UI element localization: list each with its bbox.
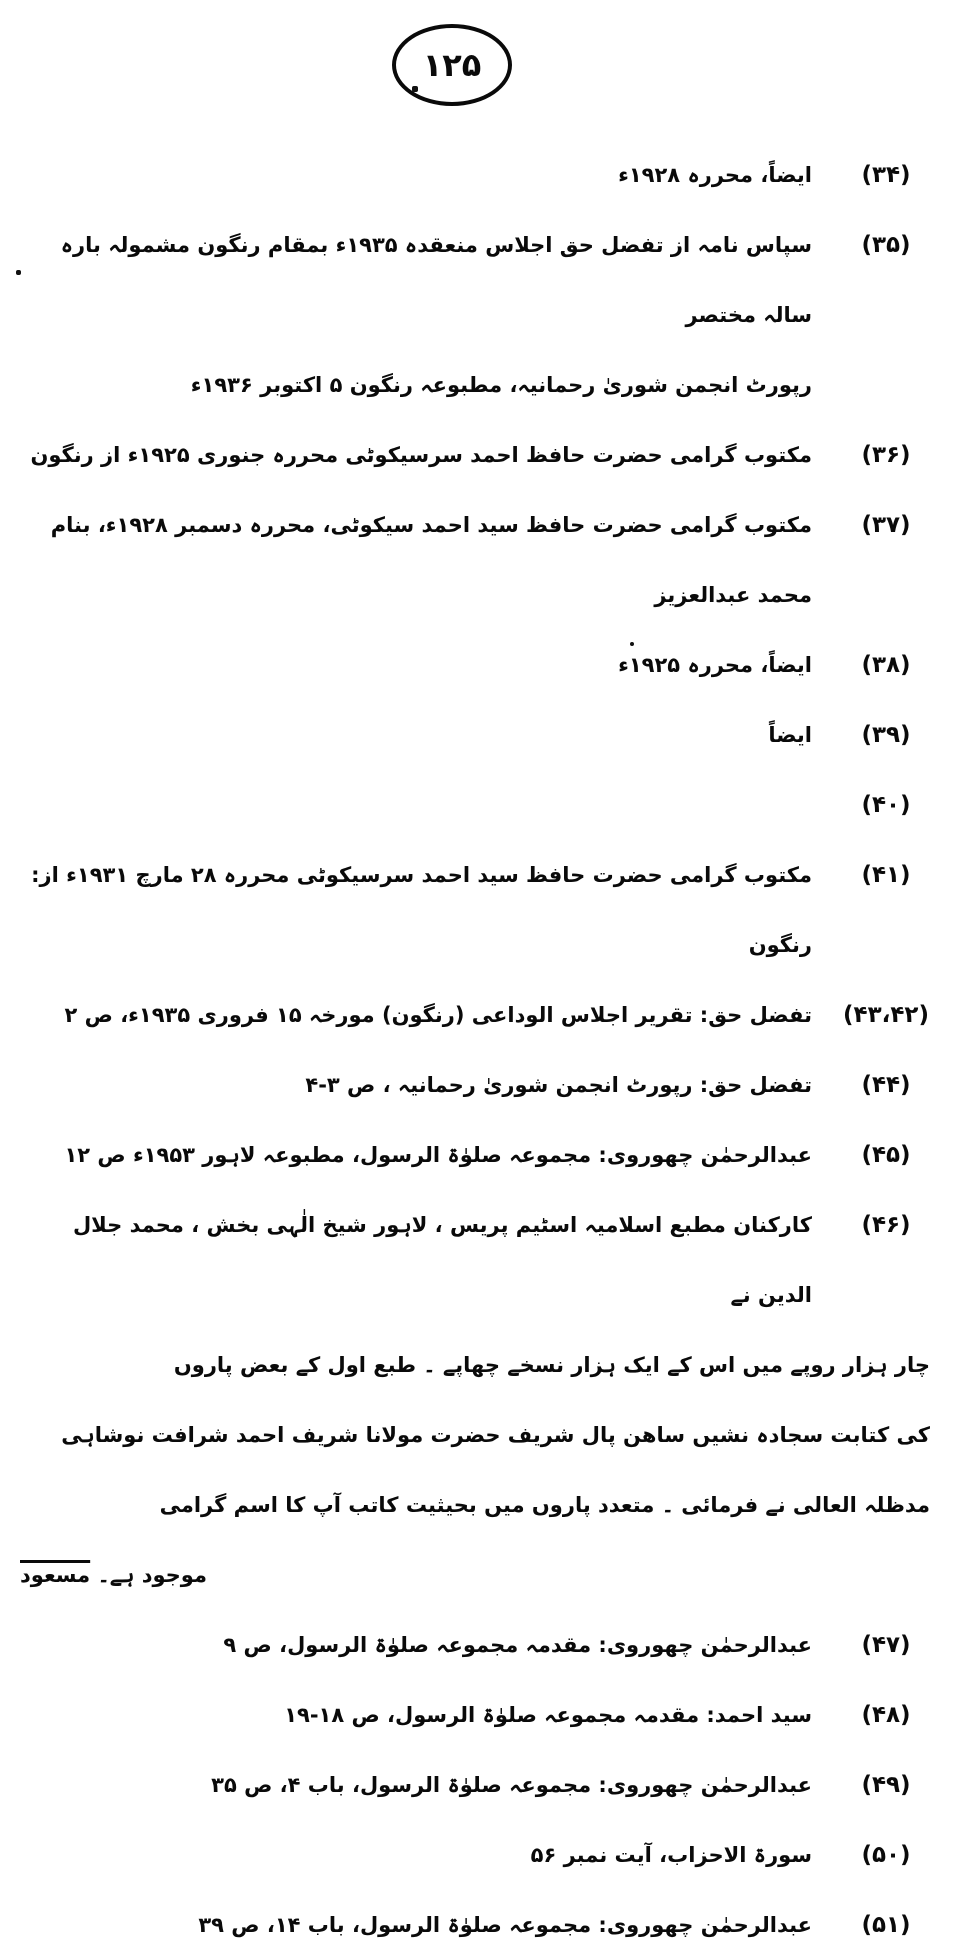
page-number: ۱۲۵ xyxy=(422,46,482,84)
reference-entry-41 xyxy=(20,840,930,980)
references-list xyxy=(20,140,930,1960)
reference-entry-44 xyxy=(20,1050,930,1120)
entry-first-row xyxy=(20,1190,930,1330)
entry-number: (۳۹) xyxy=(861,722,911,748)
entry-text: کارکنان مطبع اسلامیہ اسٹیم پریس ، لاہور شیخ الٰہی بخش ، محمد جلال الدین نے xyxy=(72,1213,812,1307)
entry-number: (۴۱) xyxy=(861,862,911,888)
entry-text: مدظلہ العالی نے فرمائی ۔ متعدد پاروں میں بحیثیت کاتب آپ کا اسم گرامی xyxy=(159,1493,930,1517)
entry-text: عبدالرحمٰن چھوروی: مجموعہ صلوٰۃ الرسول، باب ۱۴، ص ۳۹ xyxy=(198,1913,812,1937)
entry-number: (۵۱) xyxy=(861,1912,911,1938)
entry-text: مکتوب گرامی حضرت حافظ سید احمد سیکوٹی، محررہ دسمبر ۱۹۲۸ء، بنام محمد عبدالعزیز xyxy=(50,513,812,607)
entry-text: سپاس نامہ از تفضل حق اجلاس منعقدہ ۱۹۳۵ء بمقام رنگون مشمولہ بارہ سالہ مختصر xyxy=(60,233,812,327)
entry-text: موجود ہے۔ xyxy=(97,1563,207,1587)
entry-number: (۳۵) xyxy=(861,232,911,258)
entry-text: مکتوب گرامی حضرت حافظ سید احمد سرسیکوٹی محررہ ۲۸ مارچ ۱۹۳۱ء از: رنگون xyxy=(31,863,812,957)
entry-text: مکتوب گرامی حضرت حافظ احمد سرسیکوٹی محررہ جنوری ۱۹۲۵ء از رنگون xyxy=(30,443,812,467)
entry-text-last-line xyxy=(20,1540,930,1610)
entry-text: عبدالرحمٰن چھوروی: مجموعہ صلوٰۃ الرسول، مطبوعہ لاہور ۱۹۵۳ء ص ۱۲ xyxy=(64,1143,812,1167)
entry-text: رپورٹ انجمن شوریٰ رحمانیہ، مطبوعہ رنگون ۵ اکتوبر ۱۹۳۶ء xyxy=(190,373,812,397)
entry-number: (۴۴) xyxy=(861,1072,911,1098)
overlined-word: مسعود xyxy=(20,1563,91,1587)
entry-text: چار ہزار روپے میں اس کے ایک ہزار نسخے چھاپے ۔ طبع اول کے بعض پاروں xyxy=(173,1353,930,1377)
reference-entry-47 xyxy=(20,1610,930,1680)
reference-entry-49 xyxy=(20,1750,930,1820)
entry-text: کی کتابت سجادہ نشیں ساھن پال شریف حضرت مولانا شریف احمد شرافت نوشاہی xyxy=(61,1423,930,1447)
scan-artifact-dot xyxy=(412,86,418,92)
entry-number: (۳۸) xyxy=(861,652,911,678)
reference-entry-46 xyxy=(20,1190,930,1610)
entry-text: ایضاً، محررہ ۱۹۲۵ء xyxy=(618,653,812,677)
entry-text: سورۃ الاحزاب، آیت نمبر ۵۶ xyxy=(530,1843,812,1867)
entry-number: (۴۶) xyxy=(861,1212,911,1238)
entry-text: عبدالرحمٰن چھوروی: مجموعہ صلوٰۃ الرسول، باب ۴، ص ۳۵ xyxy=(211,1773,812,1797)
reference-entry-38 xyxy=(20,630,930,700)
entry-number: (۴۳،۴۲) xyxy=(843,1002,929,1028)
entry-number: (۴۷) xyxy=(861,1632,911,1658)
entry-number: (۴۵) xyxy=(861,1142,911,1168)
entry-number: (۴۸) xyxy=(861,1702,911,1728)
reference-entry-37 xyxy=(20,490,930,630)
scan-artifact-dot xyxy=(630,642,634,646)
entry-number: (۳۶) xyxy=(861,442,911,468)
reference-entry-40 xyxy=(20,770,930,840)
reference-entry-35 xyxy=(20,210,930,420)
entry-text: ایضاً xyxy=(768,723,812,747)
reference-entry-42-43 xyxy=(20,980,930,1050)
entry-number: (۴۰) xyxy=(861,792,911,818)
entry-number: (۵۰) xyxy=(861,1842,911,1868)
reference-entry-50 xyxy=(20,1820,930,1890)
reference-entry-36 xyxy=(20,420,930,490)
entry-text: ایضاً، محررہ ۱۹۲۸ء xyxy=(618,163,812,187)
entry-number: (۴۹) xyxy=(861,1772,911,1798)
entry-number: (۳۴) xyxy=(861,162,911,188)
entry-number: (۳۷) xyxy=(861,512,911,538)
reference-entry-45 xyxy=(20,1120,930,1190)
page-number-badge xyxy=(392,24,512,106)
entry-text: سید احمد: مقدمہ مجموعہ صلوٰۃ الرسول، ص ۱۸-۱۹ xyxy=(284,1703,812,1727)
entry-text: تفضل حق: رپورٹ انجمن شوریٰ رحمانیہ ، ص ۳-۴ xyxy=(305,1073,812,1097)
scan-artifact-dot xyxy=(16,270,21,275)
reference-entry-39 xyxy=(20,700,930,770)
reference-entry-51 xyxy=(20,1890,930,1960)
entry-text: عبدالرحمٰن چھوروی: مقدمہ مجموعہ صلوٰۃ الرسول، ص ۹ xyxy=(223,1633,812,1657)
entry-text: تفضل حق: تقریر اجلاس الوداعی (رنگون) مورخہ ۱۵ فروری ۱۹۳۵ء، ص ۲ xyxy=(64,1003,812,1027)
reference-entry-48 xyxy=(20,1680,930,1750)
reference-entry-34 xyxy=(20,140,930,210)
